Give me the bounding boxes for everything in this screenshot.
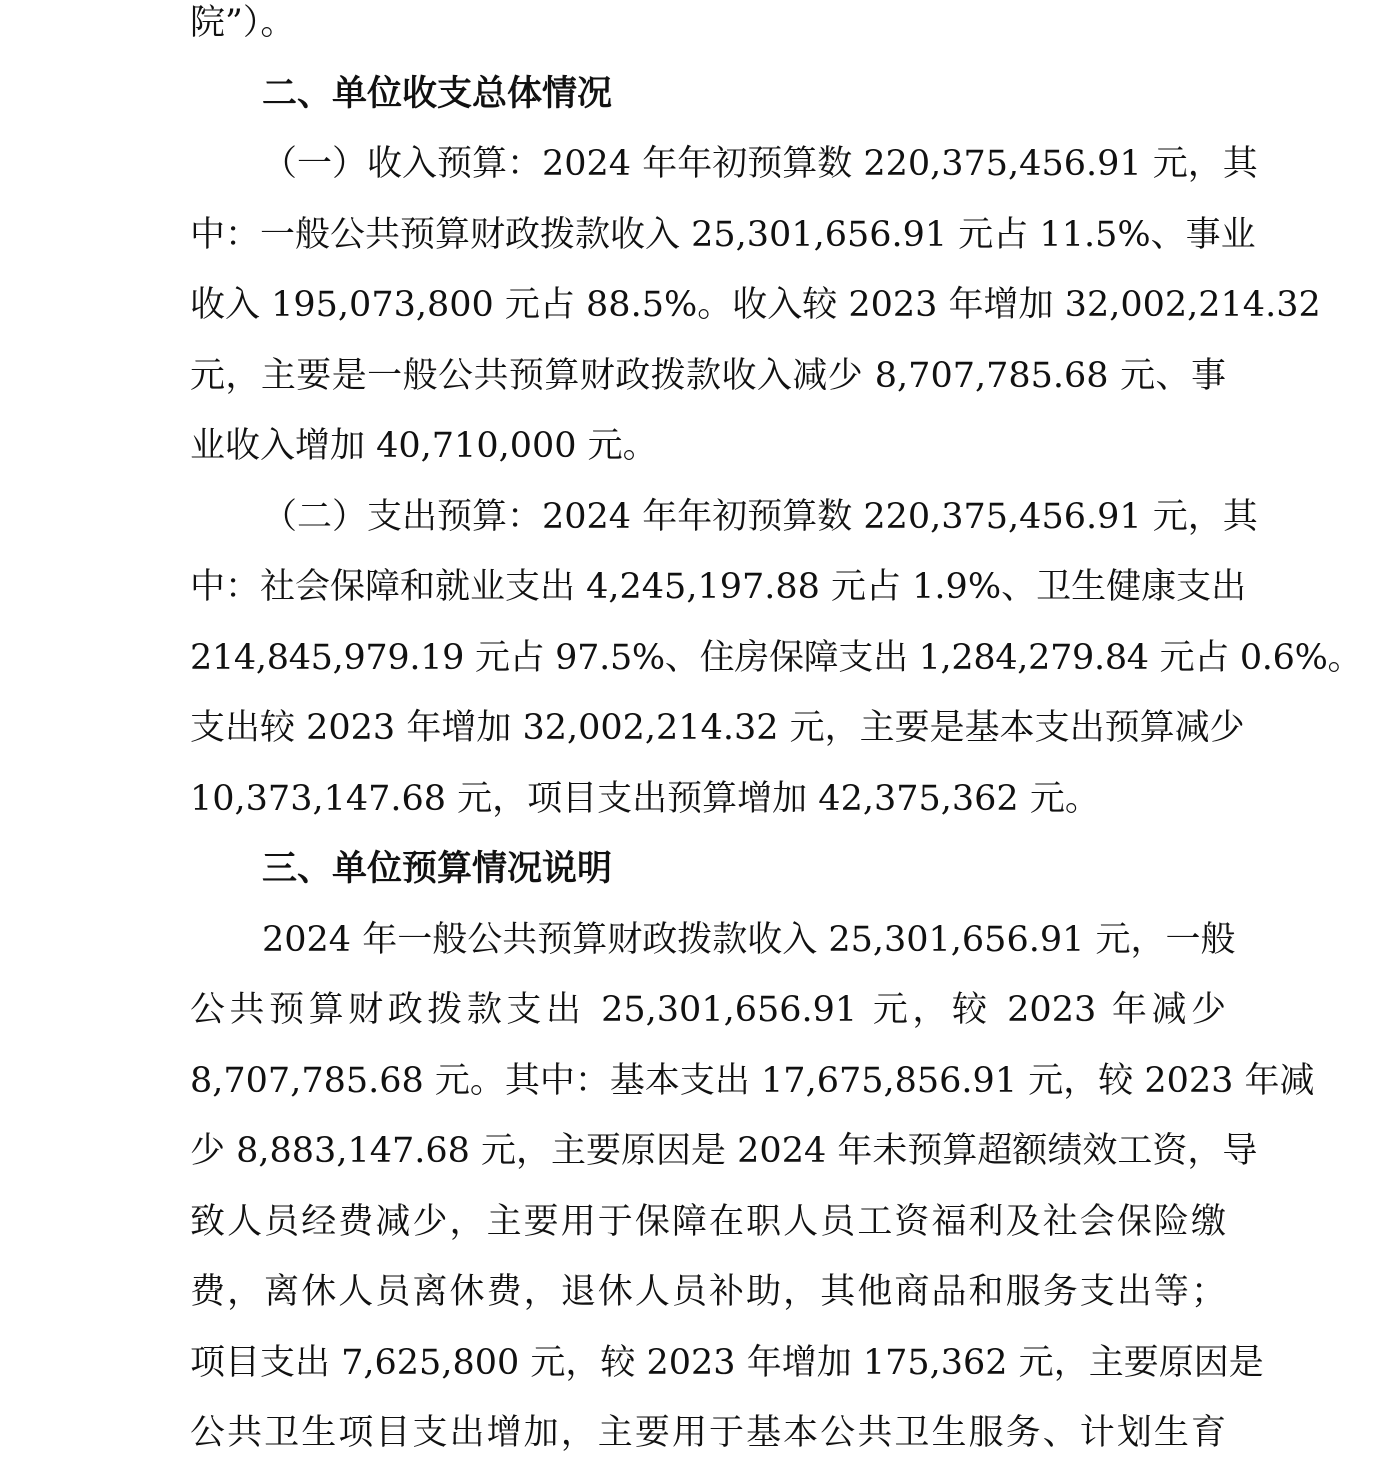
paragraph-line: 业收入增加 40,710,000 元。 bbox=[190, 426, 658, 466]
paragraph-line: 中：社会保障和就业支出 4,245,197.88 元占 1.9%、卫生健康支出 bbox=[190, 567, 1247, 607]
paragraph-line: 8,707,785.68 元。其中：基本支出 17,675,856.91 元，较 2023 年减 bbox=[190, 1060, 1315, 1101]
paragraph-line: （二）支出预算：2024 年年初预算数 220,375,456.91 元，其 bbox=[262, 496, 1258, 537]
document-page bbox=[190, 0, 1363, 1469]
paragraph-line: 公共预算财政拨款支出 25,301,656.91 元，较 2023 年减少 bbox=[190, 990, 1226, 1030]
paragraph-line: 元，主要是一般公共预算财政拨款收入减少 8,707,785.68 元、事 bbox=[190, 355, 1226, 396]
paragraph-line: 支出较 2023 年增加 32,002,214.32 元，主要是基本支出预算减少 bbox=[190, 708, 1245, 748]
paragraph-line: 中：一般公共预算财政拨款收入 25,301,656.91 元占 11.5%、事业 bbox=[190, 214, 1256, 255]
section-heading: 三、单位预算情况说明 bbox=[262, 849, 613, 889]
paragraph-line: 2024 年一般公共预算财政拨款收入 25,301,656.91 元，一般 bbox=[262, 919, 1236, 960]
paragraph-line: 费，离休人员离休费，退休人员补助，其他商品和服务支出等； bbox=[190, 1272, 1226, 1312]
paragraph-line: 少 8,883,147.68 元，主要原因是 2024 年未预算超额绩效工资，导 bbox=[190, 1131, 1258, 1171]
paragraph-line: 项目支出 7,625,800 元，较 2023 年增加 175,362 元，主要原因是 bbox=[190, 1342, 1264, 1383]
paragraph-line: （一）收入预算：2024 年年初预算数 220,375,456.91 元，其 bbox=[262, 144, 1258, 184]
paragraph-line: 公共卫生项目支出增加，主要用于基本公共卫生服务、计划生育 bbox=[190, 1413, 1226, 1453]
paragraph-line: 收入 195,073,800 元占 88.5%。收入较 2023 年增加 32,002,214.32 bbox=[190, 285, 1321, 325]
section-heading: 二、单位收支总体情况 bbox=[262, 73, 613, 114]
paragraph-line: 院”）。 bbox=[190, 3, 296, 43]
paragraph-line: 致人员经费减少，主要用于保障在职人员工资福利及社会保险缴 bbox=[190, 1201, 1226, 1242]
paragraph-line: 10,373,147.68 元，项目支出预算增加 42,375,362 元。 bbox=[190, 778, 1100, 819]
paragraph-line: 214,845,979.19 元占 97.5%、住房保障支出 1,284,279.84 元占 0.6%。 bbox=[190, 637, 1363, 678]
